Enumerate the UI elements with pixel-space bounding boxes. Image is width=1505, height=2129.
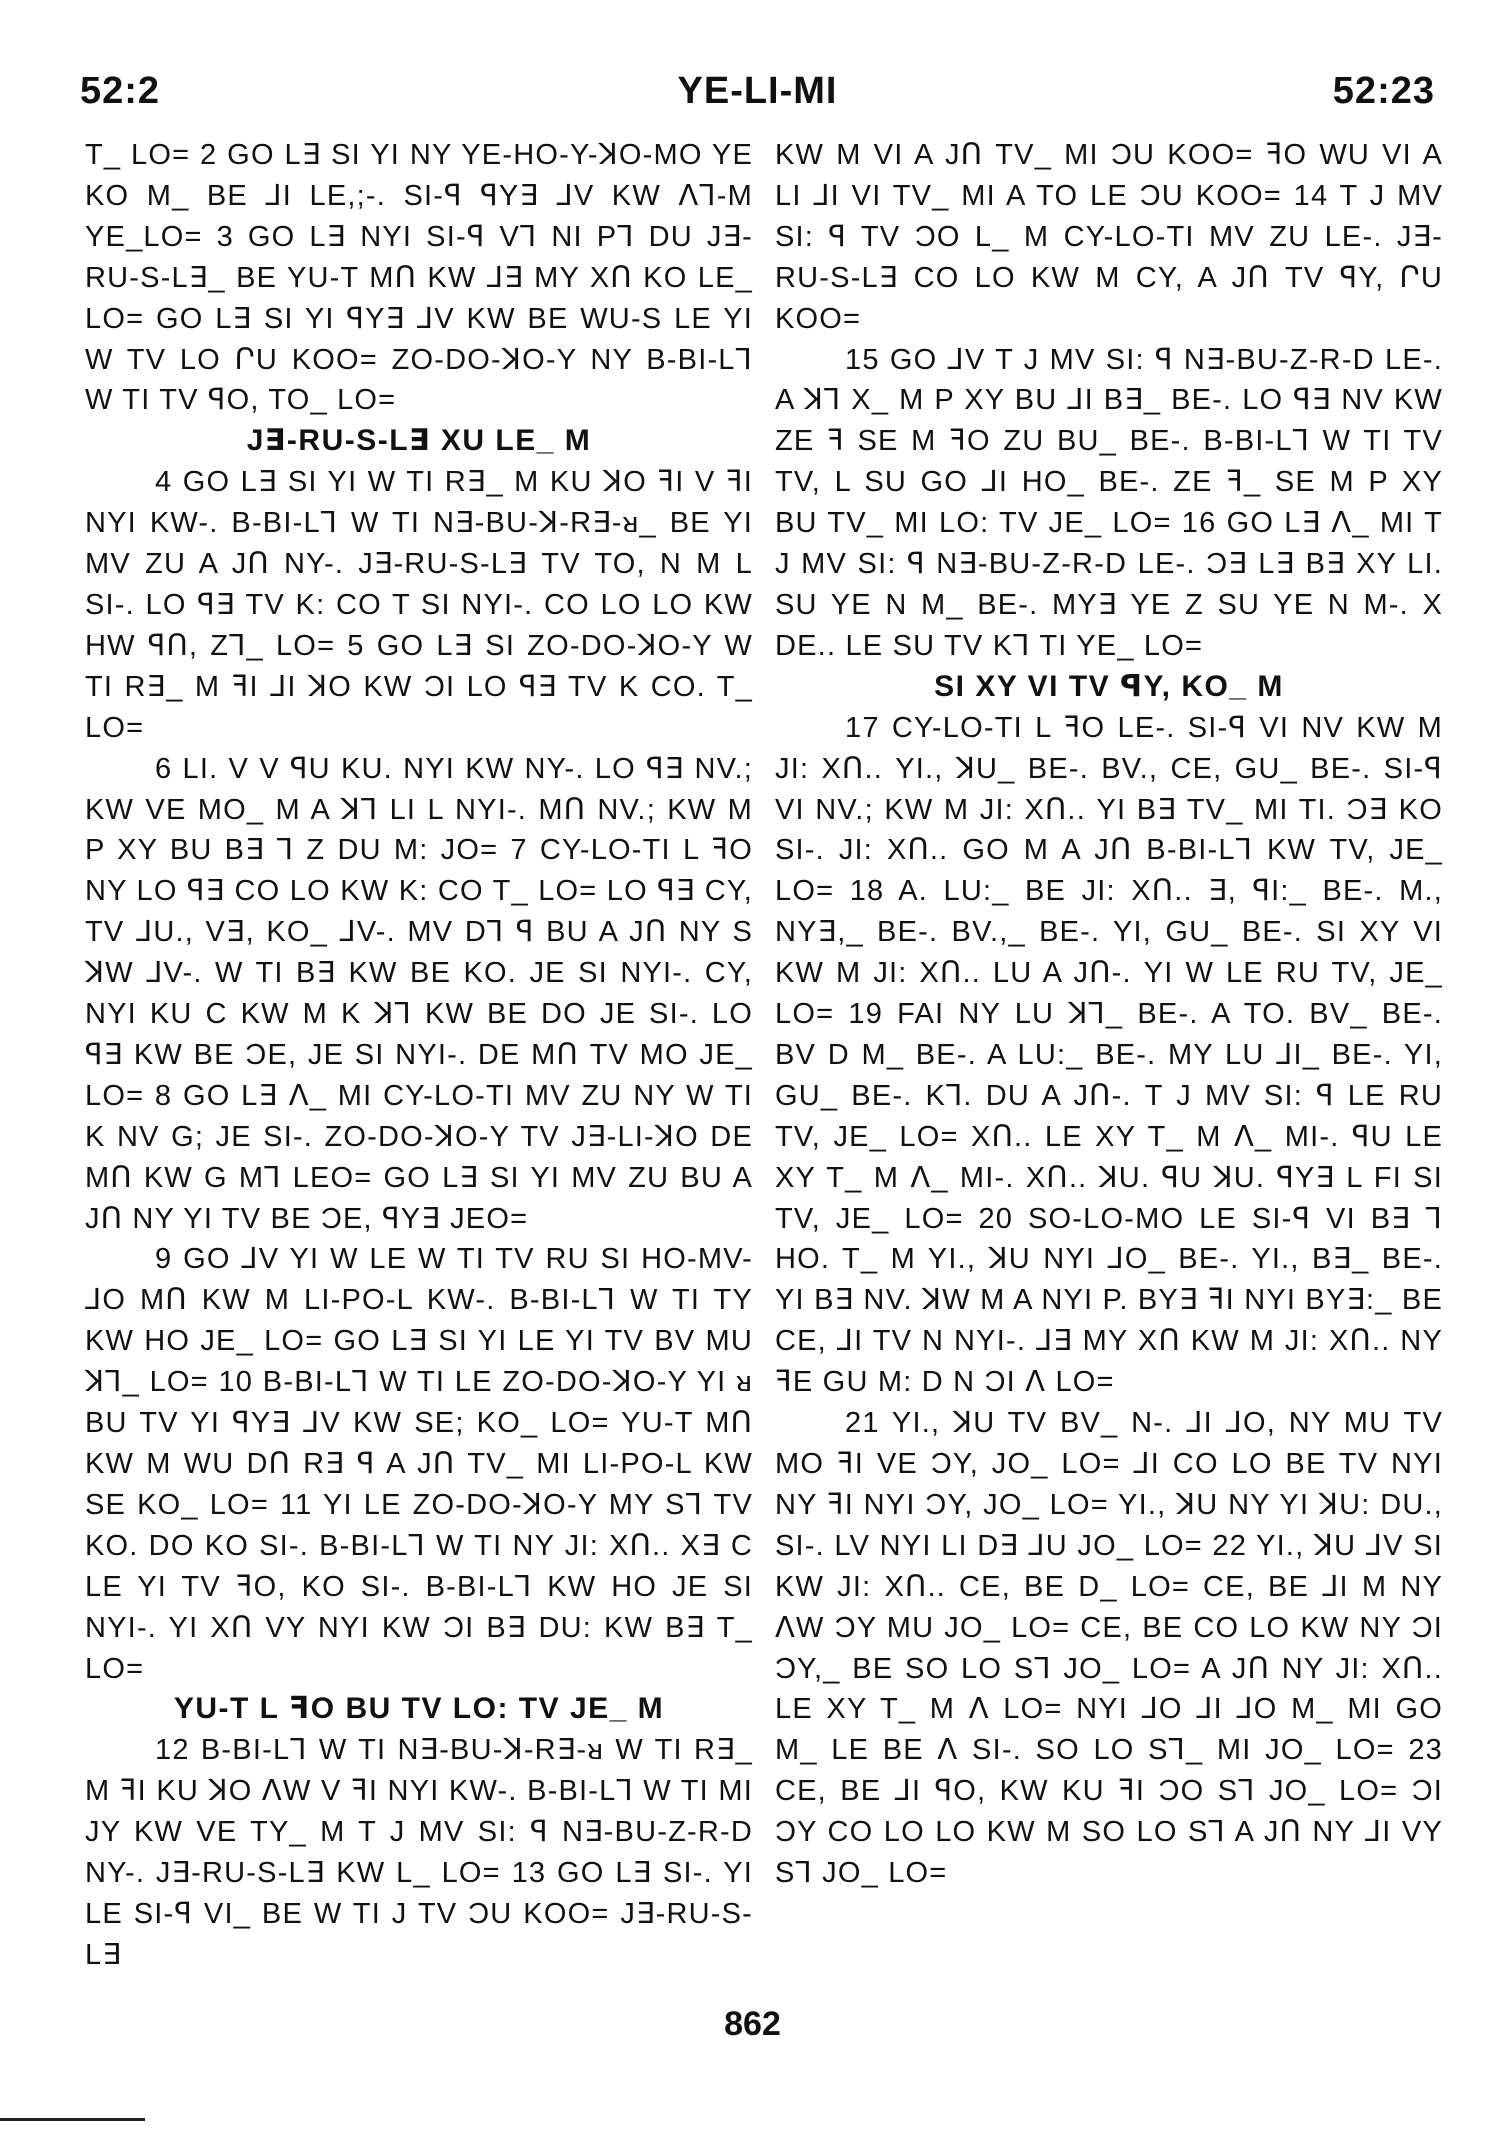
left-column xyxy=(85,135,753,1976)
chapter-verse-start: 52:2 xyxy=(80,70,161,112)
verse-paragraph: 21 YI., ꓘU TV BV_ N-. ⅃I ⅃O, NY MU TV MO ꟻI VE ƆY, JO_ LO= ⅃I CO LO BE TV NYI NY ꟻI NYI ƆY, JO_ LO= YI., ꓘU NY YI ꓘU: DU., SI-. LV NYI LI D∃ ⅃U JO_ LO= 22 YI., ꓘU ⅃V SI KW JI: XՈ.. CE, BE D_ LO= CE, BE ⅃I M NY ᐱW ƆY MU JO_ LO= CE, BE CO LO KW NY ƆI ƆY,_ BE SO LO S⅂ JO_ LO= A JՈ NY JI: XՈ.. LE XY T_ M ᐱ LO= NYI ⅃O ⅃I ⅃O M_ MI GO M_ LE BE ᐱ SI-. SO LO S⅂_ MI JO_ LO= 23 CE, BE ⅃I ꟼO, KW KU ꟻI ƆO S⅂ JO_ LO= ƆI ƆY CO LO LO KW M SO LO S⅂ A JՈ NY ⅃I VY S⅂ JO_ LO= xyxy=(775,1407,1443,1890)
verse-paragraph: 6 LI. V V ꟼU KU. NYI KW NY-. LO ꟼ∃ NV.; KW VE MO_ M A ꓘ⅂ LI L NYI-. MՈ NV.; KW M P XY BU B∃ ⅂ Z DU M: JO= 7 CY-LO-TI L ꟻO NY LO ꟼ∃ CO LO KW K: CO T_ LO= LO ꟼ∃ CY, TV ⅃U., V∃, KO_ ⅃V-. MV D⅂ ꟼ BU A JՈ NY S ꓘW ⅃V-. W TI B∃ KW BE KO. JE SI NYI-. CY, NYI KU C KW M K ꓘ⅂ KW BE DO JE SI-. LO ꟼ∃ KW BE ƆE, JE SI NYI-. DE MՈ TV MO JE_ LO= 8 GO L∃ ᐱ_ MI CY-LO-TI MV ZU NY W TI K NV G; JE SI-. ZO-DO-ꓘO-Y TV J∃-LI-ꓘO DE MՈ KW G M⅂ LEO= GO L∃ SI YI MV ZU BU A JՈ NY YI TV BE ƆE, ꟼY∃ JEO= xyxy=(85,752,753,1235)
bottom-rule xyxy=(0,2118,145,2121)
verse-paragraph: 17 CY-LO-TI L ꟻO LE-. SI-ꟼ VI NV KW M JI: XՈ.. YI., ꓘU_ BE-. BV., CE, GU_ BE-. SI-ꟼ VI NV.; KW M JI: XՈ.. YI B∃ TV_ MI TI. Ɔ∃ KO SI-. JI: XՈ.. GO M A JՈ B-BI-L⅂ KW TV, JE_ LO= 18 A. LU:_ BE JI: XՈ.. ∃, ꟼI:_ BE-. M., NY∃,_ BE-. BV.,_ BE-. YI, GU_ BE-. SI XY VI KW M JI: XՈ.. LU A JՈ-. YI W LE RU TV, JE_ LO= 19 FAI NY LU ꓘ⅂_ BE-. A TO. BV_ BE-. BV D M_ BE-. A LU:_ BE-. MY LU ⅃I_ BE-. YI, GU_ BE-. K⅂. DU A JՈ-. T J MV SI: ꟼ LE RU TV, JE_ LO= XՈ.. LE XY T_ M ᐱ_ MI-. ꟼU LE XY T_ M ᐱ_ MI-. XՈ.. ꓘU. ꟼU ꓘU. ꟼY∃ L FI SI TV, JE_ LO= 20 SO-LO-MO LE SI-ꟼ VI B∃ ⅂ HO. T_ M YI., ꓘU NYI ⅃O_ BE-. YI., B∃_ BE-. YI B∃ NV. ꓘW M A NYI P. BY∃ ꟻI NYI BY∃:_ BE CE, ⅃I TV N NYI-. ⅃∃ MY XՈ KW M JI: XՈ.. NY ꟻE GU M: D N ƆI ᐱ LO= xyxy=(775,711,1443,1399)
section-heading: SI XY VI TV ꟼY, KO_ M xyxy=(934,669,1284,703)
section-heading: YU-T L ꟻO BU TV LO: TV JE_ M xyxy=(173,1692,665,1726)
verse-paragraph: KW M VI A JՈ TV_ MI ƆU KOO= ꟻO WU VI A LI ⅃I VI TV_ MI A TO LE ƆU KOO= 14 T J MV SI: ꟼ TV ƆO L_ M CY-LO-TI MV ZU LE-. J∃-RU-S-L∃ CO LO KW M CY, A JՈ TV ꟼY, ՐU KOO= xyxy=(775,139,1443,335)
verse-paragraph: 9 GO ⅃V YI W LE W TI TV RU SI HO-MV-⅃O MՈ KW M LI-PO-L KW-. B-BI-L⅂ W TI TY KW HO JE_ LO= GO L∃ SI YI LE YI TV BV MU ꓘ⅂_ LO= 10 B-BI-L⅂ W TI LE ZO-DO-ꓘO-Y YI ᴚ BU TV YI ꟼY∃ ⅃V KW SE; KO_ LO= YU-T MՈ KW M WU DՈ R∃ ꟼ A JՈ TV_ MI LI-PO-L KW SE KO_ LO= 11 YI LE ZO-DO-ꓘO-Y MY S⅂ TV KO. DO KO SI-. B-BI-L⅂ W TI NY JI: XՈ.. X∃ C LE YI TV ꟻO, KO SI-. B-BI-L⅂ KW HO JE SI NYI-. YI XՈ VY NYI KW ƆI B∃ DU: KW B∃ T_ LO= xyxy=(85,1243,753,1685)
verse-paragraph: 15 GO ⅃V T J MV SI: ꟼ N∃-BU-Z-R-D LE-. A ꓘ⅂ X_ M P XY BU ⅃I B∃_ BE-. LO ꟼ∃ NV KW ZE ꟻ SE M ꟻO ZU BU_ BE-. B-BI-L⅂ W TI TV TV, L SU GO ⅃I HO_ BE-. ZE ꟻ_ SE M P XY BU TV_ MI LO: TV JE_ LO= 16 GO L∃ ᐱ_ MI T J MV SI: ꟼ N∃-BU-Z-R-D LE-. Ɔ∃ L∃ B∃ XY LI. SU YE N M_ BE-. MY∃ YE Z SU YE N M-. X DE.. LE SU TV K⅂ TI YE_ LO= xyxy=(775,343,1443,662)
verse-paragraph: T_ LO= 2 GO L∃ SI YI NY YE-HO-Y-ꓘO-MO YE KO M_ BE ⅃I LE,;-. SI-ꟼ ꟼY∃ ⅃V KW ᐱ⅂-M YE_LO= 3 GO L∃ NYI SI-ꟼ V⅂ NI P⅂ DU J∃-RU-S-L∃_ BE YU-T MՈ KW ⅃∃ MY XՈ KO LE_ LO= GO L∃ SI YI ꟼY∃ ⅃V KW BE WU-S LE YI W TV LO ՐU KOO= ZO-DO-ꓘO-Y NY B-BI-L⅂ W TI TV ꟼO, TO_ LO= xyxy=(85,139,753,417)
chapter-verse-end: 52:23 xyxy=(1332,70,1435,112)
page-number: 862 xyxy=(724,2005,781,2043)
section-heading: J∃-RU-S-L∃ XU LE_ M xyxy=(246,424,592,458)
page-header xyxy=(80,70,1435,120)
right-column xyxy=(775,135,1443,1894)
book-title: YE-LI-MI xyxy=(677,70,838,112)
verse-paragraph: 4 GO L∃ SI YI W TI R∃_ M KU ꓘO ꟻI V ꟻI NYI KW-. B-BI-L⅂ W TI N∃-BU-ꓘ-R∃-ᴚ_ BE YI MV ZU A JՈ NY-. J∃-RU-S-L∃ TV TO, N M L SI-. LO ꟼ∃ TV K: CO T SI NYI-. CO LO LO KW HW ꟼՈ, Z⅂_ LO= 5 GO L∃ SI ZO-DO-ꓘO-Y W TI R∃_ M ꟻI ⅃I ꓘO KW ƆI LO ꟼ∃ TV K CO. T_ LO= xyxy=(85,466,753,744)
verse-paragraph: 12 B-BI-L⅂ W TI N∃-BU-ꓘ-R∃-ᴚ W TI R∃_ M ꟻI KU ꓘO ᐱW V ꟻI NYI KW-. B-BI-L⅂ W TI MI JY KW VE TY_ M T J MV SI: ꟼ N∃-BU-Z-R-D NY-. J∃-RU-S-L∃ KW L_ LO= 13 GO L∃ SI-. YI LE SI-ꟼ VI_ BE W TI J TV ƆU KOO= J∃-RU-S-L∃ xyxy=(85,1734,753,1971)
